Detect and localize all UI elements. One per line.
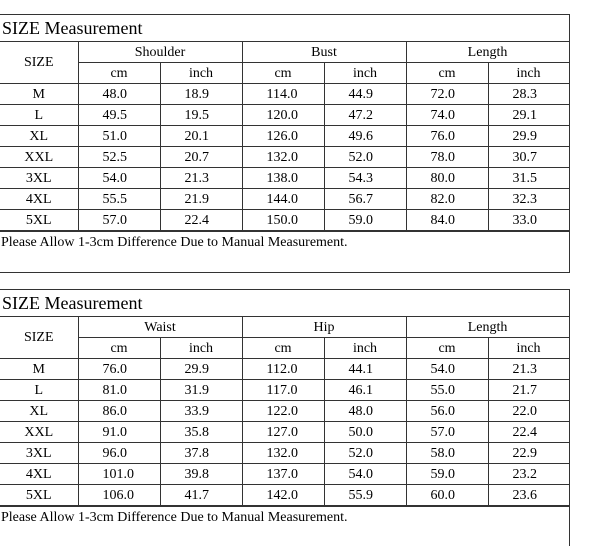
measurement-value: 76.0 bbox=[406, 126, 488, 147]
unit-header: cm bbox=[406, 63, 488, 84]
measure-group-header: Shoulder bbox=[78, 42, 242, 63]
measurement-value: 30.7 bbox=[488, 147, 569, 168]
size-label: 5XL bbox=[0, 485, 78, 506]
header-row-groups bbox=[0, 317, 569, 338]
measurement-value: 22.0 bbox=[488, 401, 569, 422]
size-label: M bbox=[0, 84, 78, 105]
measurement-value: 127.0 bbox=[242, 422, 324, 443]
measurement-value: 150.0 bbox=[242, 210, 324, 231]
measurement-value: 55.5 bbox=[78, 189, 160, 210]
table-row bbox=[0, 359, 569, 380]
table-row bbox=[0, 380, 569, 401]
size-label: XL bbox=[0, 401, 78, 422]
measurement-value: 48.0 bbox=[78, 84, 160, 105]
size-label: 3XL bbox=[0, 168, 78, 189]
size-table bbox=[0, 42, 570, 231]
measurement-value: 21.3 bbox=[160, 168, 242, 189]
measure-group-header: Bust bbox=[242, 42, 406, 63]
measurement-value: 106.0 bbox=[78, 485, 160, 506]
unit-header: inch bbox=[324, 338, 406, 359]
unit-header: inch bbox=[160, 338, 242, 359]
measurement-note: Please Allow 1-3cm Difference Due to Manual Measurement. bbox=[0, 231, 569, 253]
measurement-value: 54.0 bbox=[406, 359, 488, 380]
measurement-value: 55.9 bbox=[324, 485, 406, 506]
measurement-value: 48.0 bbox=[324, 401, 406, 422]
measurement-value: 54.0 bbox=[324, 464, 406, 485]
measurement-value: 58.0 bbox=[406, 443, 488, 464]
measurement-note: Please Allow 1-3cm Difference Due to Manual Measurement. bbox=[0, 506, 569, 528]
measure-group-header: Hip bbox=[242, 317, 406, 338]
unit-header: cm bbox=[242, 63, 324, 84]
unit-header: cm bbox=[242, 338, 324, 359]
size-column-header: SIZE bbox=[0, 42, 78, 84]
measurement-value: 28.3 bbox=[488, 84, 569, 105]
chart-title: SIZE Measurement bbox=[0, 15, 569, 42]
measurement-value: 29.9 bbox=[488, 126, 569, 147]
size-label: M bbox=[0, 359, 78, 380]
measurement-value: 57.0 bbox=[78, 210, 160, 231]
unit-header: inch bbox=[160, 63, 242, 84]
measurement-value: 117.0 bbox=[242, 380, 324, 401]
measurement-value: 18.9 bbox=[160, 84, 242, 105]
measurement-value: 41.7 bbox=[160, 485, 242, 506]
table-row bbox=[0, 485, 569, 506]
table-row bbox=[0, 168, 569, 189]
size-chart-top bbox=[0, 14, 570, 273]
measurement-value: 20.1 bbox=[160, 126, 242, 147]
measurement-value: 31.9 bbox=[160, 380, 242, 401]
measurement-value: 56.0 bbox=[406, 401, 488, 422]
measurement-value: 132.0 bbox=[242, 443, 324, 464]
size-label: XXL bbox=[0, 422, 78, 443]
table-row bbox=[0, 105, 569, 126]
table-body bbox=[0, 317, 569, 506]
table-body bbox=[0, 42, 569, 231]
table-row bbox=[0, 210, 569, 231]
size-label: 3XL bbox=[0, 443, 78, 464]
measurement-value: 142.0 bbox=[242, 485, 324, 506]
measurement-value: 59.0 bbox=[324, 210, 406, 231]
measurement-value: 120.0 bbox=[242, 105, 324, 126]
table-row bbox=[0, 147, 569, 168]
measurement-value: 31.5 bbox=[488, 168, 569, 189]
measurement-value: 54.0 bbox=[78, 168, 160, 189]
measurement-value: 114.0 bbox=[242, 84, 324, 105]
unit-header: inch bbox=[488, 63, 569, 84]
table-row bbox=[0, 84, 569, 105]
measurement-value: 46.1 bbox=[324, 380, 406, 401]
measure-group-header: Length bbox=[406, 42, 569, 63]
size-label: L bbox=[0, 105, 78, 126]
measurement-value: 59.0 bbox=[406, 464, 488, 485]
measurement-value: 35.8 bbox=[160, 422, 242, 443]
measurement-value: 44.1 bbox=[324, 359, 406, 380]
measurement-value: 84.0 bbox=[406, 210, 488, 231]
measurement-value: 54.3 bbox=[324, 168, 406, 189]
measurement-value: 20.7 bbox=[160, 147, 242, 168]
measurement-value: 122.0 bbox=[242, 401, 324, 422]
measurement-value: 50.0 bbox=[324, 422, 406, 443]
size-column-header: SIZE bbox=[0, 317, 78, 359]
chart-title: SIZE Measurement bbox=[0, 290, 569, 317]
unit-header: cm bbox=[406, 338, 488, 359]
measurement-value: 33.0 bbox=[488, 210, 569, 231]
measurement-value: 33.9 bbox=[160, 401, 242, 422]
table-row bbox=[0, 422, 569, 443]
measurement-value: 29.9 bbox=[160, 359, 242, 380]
measurement-value: 21.7 bbox=[488, 380, 569, 401]
measurement-value: 101.0 bbox=[78, 464, 160, 485]
measurement-value: 52.5 bbox=[78, 147, 160, 168]
header-row-groups bbox=[0, 42, 569, 63]
table-row bbox=[0, 189, 569, 210]
measurement-value: 52.0 bbox=[324, 443, 406, 464]
size-label: 4XL bbox=[0, 464, 78, 485]
measurement-value: 23.6 bbox=[488, 485, 569, 506]
measurement-value: 52.0 bbox=[324, 147, 406, 168]
header-row-units bbox=[0, 63, 569, 84]
table-row bbox=[0, 126, 569, 147]
measurement-value: 22.9 bbox=[488, 443, 569, 464]
measurement-value: 81.0 bbox=[78, 380, 160, 401]
measurement-value: 60.0 bbox=[406, 485, 488, 506]
measurement-value: 72.0 bbox=[406, 84, 488, 105]
measurement-value: 137.0 bbox=[242, 464, 324, 485]
measurement-value: 112.0 bbox=[242, 359, 324, 380]
measurement-value: 22.4 bbox=[488, 422, 569, 443]
table-row bbox=[0, 464, 569, 485]
measurement-value: 47.2 bbox=[324, 105, 406, 126]
measurement-value: 56.7 bbox=[324, 189, 406, 210]
measurement-value: 78.0 bbox=[406, 147, 488, 168]
measurement-value: 86.0 bbox=[78, 401, 160, 422]
table-row bbox=[0, 443, 569, 464]
measurement-value: 22.4 bbox=[160, 210, 242, 231]
table-row bbox=[0, 401, 569, 422]
unit-header: inch bbox=[324, 63, 406, 84]
measure-group-header: Waist bbox=[78, 317, 242, 338]
measurement-value: 126.0 bbox=[242, 126, 324, 147]
size-label: L bbox=[0, 380, 78, 401]
header-row-units bbox=[0, 338, 569, 359]
measurement-value: 37.8 bbox=[160, 443, 242, 464]
measurement-value: 76.0 bbox=[78, 359, 160, 380]
measurement-value: 144.0 bbox=[242, 189, 324, 210]
measurement-value: 55.0 bbox=[406, 380, 488, 401]
unit-header: cm bbox=[78, 338, 160, 359]
measurement-value: 32.3 bbox=[488, 189, 569, 210]
size-label: XL bbox=[0, 126, 78, 147]
measurement-value: 29.1 bbox=[488, 105, 569, 126]
measurement-value: 49.5 bbox=[78, 105, 160, 126]
measurement-value: 96.0 bbox=[78, 443, 160, 464]
measurement-value: 74.0 bbox=[406, 105, 488, 126]
measurement-value: 21.3 bbox=[488, 359, 569, 380]
measurement-value: 21.9 bbox=[160, 189, 242, 210]
measurement-value: 57.0 bbox=[406, 422, 488, 443]
size-table bbox=[0, 317, 570, 506]
measurement-value: 91.0 bbox=[78, 422, 160, 443]
size-label: XXL bbox=[0, 147, 78, 168]
measure-group-header: Length bbox=[406, 317, 569, 338]
size-label: 5XL bbox=[0, 210, 78, 231]
size-chart-bottom bbox=[0, 289, 570, 546]
measurement-value: 44.9 bbox=[324, 84, 406, 105]
measurement-value: 19.5 bbox=[160, 105, 242, 126]
unit-header: cm bbox=[78, 63, 160, 84]
measurement-value: 132.0 bbox=[242, 147, 324, 168]
measurement-value: 51.0 bbox=[78, 126, 160, 147]
size-label: 4XL bbox=[0, 189, 78, 210]
measurement-value: 49.6 bbox=[324, 126, 406, 147]
measurement-value: 23.2 bbox=[488, 464, 569, 485]
measurement-value: 80.0 bbox=[406, 168, 488, 189]
measurement-value: 82.0 bbox=[406, 189, 488, 210]
unit-header: inch bbox=[488, 338, 569, 359]
measurement-value: 39.8 bbox=[160, 464, 242, 485]
measurement-value: 138.0 bbox=[242, 168, 324, 189]
